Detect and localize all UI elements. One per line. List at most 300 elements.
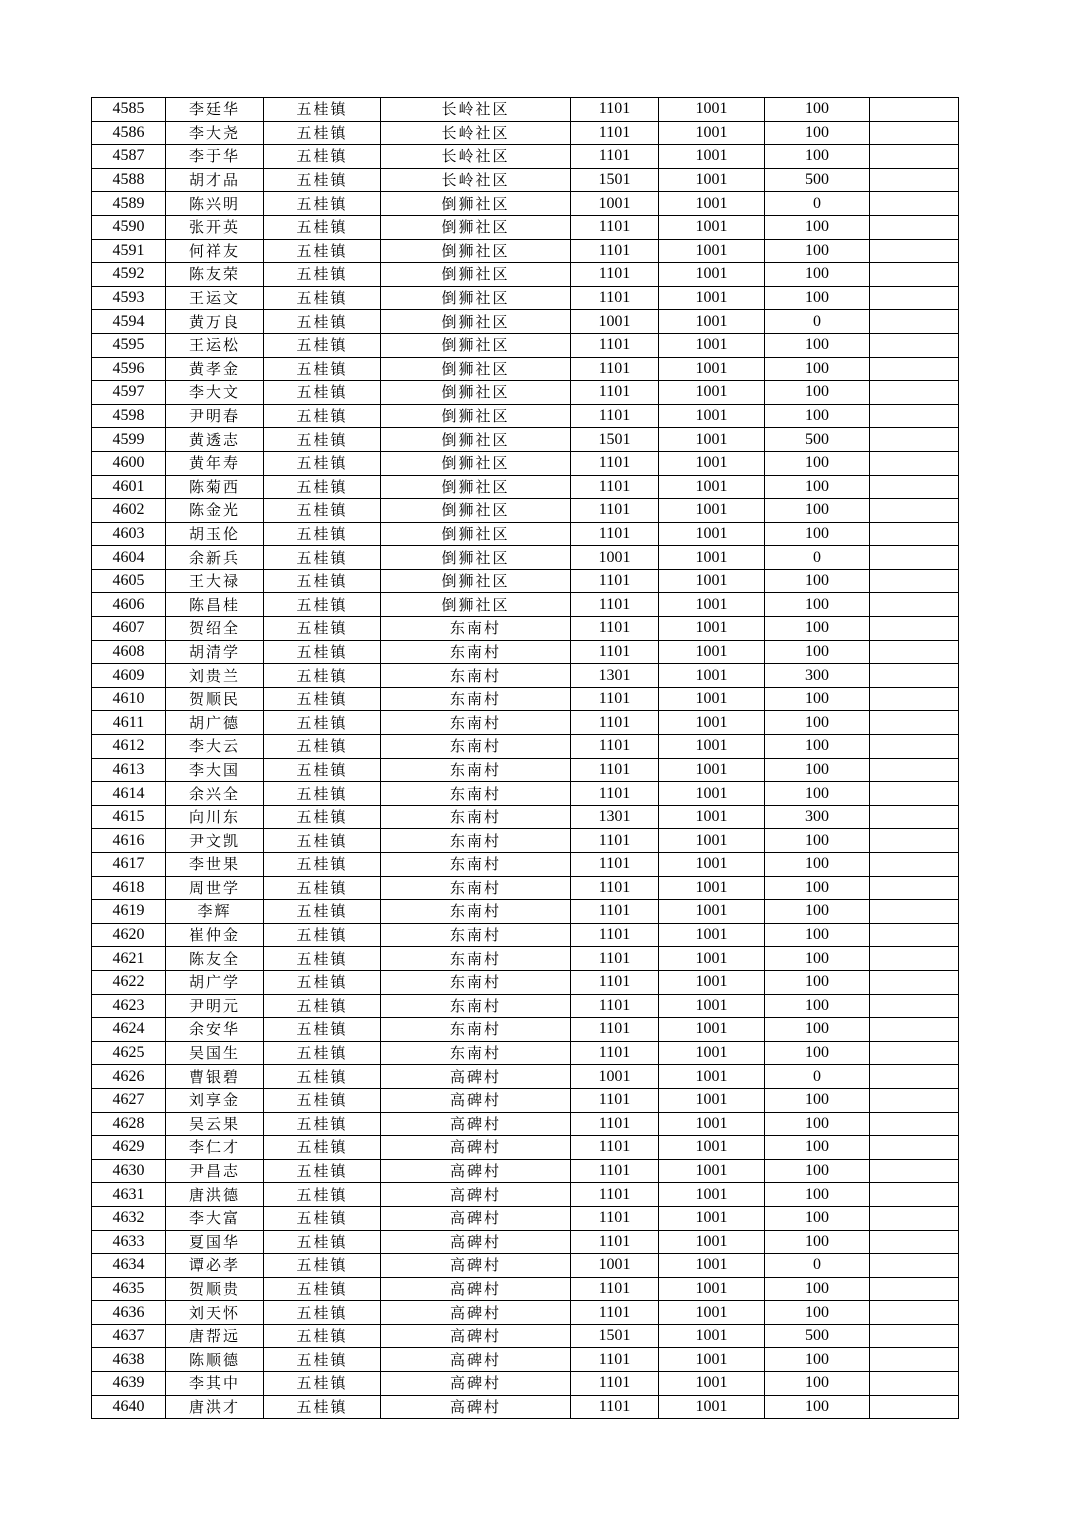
person-name-cell: 胡广学 [166, 970, 264, 994]
note-cell [870, 1348, 959, 1372]
village-name-cell: 高碑村 [381, 1230, 571, 1254]
row-number-cell: 4605 [92, 569, 166, 593]
row-number-cell: 4637 [92, 1324, 166, 1348]
table-row [92, 1088, 959, 1112]
row-number-cell: 4620 [92, 923, 166, 947]
code-b-cell: 1001 [659, 1112, 765, 1136]
code-a-cell: 1101 [571, 782, 659, 806]
town-name-cell: 五桂镇 [264, 1206, 381, 1230]
amount-cell: 100 [765, 1230, 870, 1254]
code-a-cell: 1001 [571, 310, 659, 334]
code-b-cell: 1001 [659, 569, 765, 593]
town-name-cell: 五桂镇 [264, 310, 381, 334]
town-name-cell: 五桂镇 [264, 333, 381, 357]
row-number-cell: 4628 [92, 1112, 166, 1136]
amount-cell: 100 [765, 1136, 870, 1160]
note-cell [870, 1395, 959, 1419]
code-a-cell: 1001 [571, 1254, 659, 1278]
amount-cell: 100 [765, 475, 870, 499]
amount-cell: 0 [765, 1065, 870, 1089]
note-cell [870, 1277, 959, 1301]
table-row [92, 829, 959, 853]
village-name-cell: 倒狮社区 [381, 263, 571, 287]
village-name-cell: 倒狮社区 [381, 192, 571, 216]
table-row [92, 475, 959, 499]
code-b-cell: 1001 [659, 310, 765, 334]
table-row [92, 215, 959, 239]
amount-cell: 100 [765, 640, 870, 664]
row-number-cell: 4618 [92, 876, 166, 900]
code-a-cell: 1001 [571, 546, 659, 570]
table-row [92, 1324, 959, 1348]
note-cell [870, 499, 959, 523]
person-name-cell: 崔仲金 [166, 923, 264, 947]
code-b-cell: 1001 [659, 215, 765, 239]
note-cell [870, 994, 959, 1018]
table-row [92, 1230, 959, 1254]
town-name-cell: 五桂镇 [264, 1348, 381, 1372]
table-row [92, 333, 959, 357]
town-name-cell: 五桂镇 [264, 829, 381, 853]
amount-cell: 100 [765, 923, 870, 947]
table-row [92, 286, 959, 310]
town-name-cell: 五桂镇 [264, 876, 381, 900]
village-name-cell: 东南村 [381, 640, 571, 664]
amount-cell: 100 [765, 782, 870, 806]
village-name-cell: 倒狮社区 [381, 239, 571, 263]
person-name-cell: 李大尧 [166, 121, 264, 145]
code-b-cell: 1001 [659, 357, 765, 381]
row-number-cell: 4594 [92, 310, 166, 334]
amount-cell: 300 [765, 664, 870, 688]
amount-cell: 100 [765, 735, 870, 759]
town-name-cell: 五桂镇 [264, 1159, 381, 1183]
village-name-cell: 倒狮社区 [381, 404, 571, 428]
table-row [92, 451, 959, 475]
amount-cell: 100 [765, 404, 870, 428]
note-cell [870, 617, 959, 641]
note-cell [870, 876, 959, 900]
table-row [92, 970, 959, 994]
row-number-cell: 4608 [92, 640, 166, 664]
code-a-cell: 1101 [571, 687, 659, 711]
amount-cell: 500 [765, 168, 870, 192]
village-name-cell: 倒狮社区 [381, 286, 571, 310]
village-name-cell: 高碑村 [381, 1372, 571, 1396]
code-b-cell: 1001 [659, 805, 765, 829]
person-name-cell: 王大禄 [166, 569, 264, 593]
note-cell [870, 1301, 959, 1325]
table-body [92, 98, 959, 1419]
code-a-cell: 1001 [571, 192, 659, 216]
code-b-cell: 1001 [659, 168, 765, 192]
row-number-cell: 4632 [92, 1206, 166, 1230]
row-number-cell: 4589 [92, 192, 166, 216]
table-row [92, 900, 959, 924]
code-a-cell: 1501 [571, 168, 659, 192]
code-a-cell: 1101 [571, 1395, 659, 1419]
code-b-cell: 1001 [659, 475, 765, 499]
person-name-cell: 李大富 [166, 1206, 264, 1230]
person-name-cell: 陈菊西 [166, 475, 264, 499]
code-b-cell: 1001 [659, 994, 765, 1018]
person-name-cell: 夏国华 [166, 1230, 264, 1254]
code-a-cell: 1101 [571, 1018, 659, 1042]
table-row [92, 1112, 959, 1136]
amount-cell: 100 [765, 215, 870, 239]
code-b-cell: 1001 [659, 145, 765, 169]
code-a-cell: 1101 [571, 1348, 659, 1372]
town-name-cell: 五桂镇 [264, 404, 381, 428]
amount-cell: 100 [765, 1206, 870, 1230]
village-name-cell: 高碑村 [381, 1395, 571, 1419]
note-cell [870, 853, 959, 877]
village-name-cell: 长岭社区 [381, 98, 571, 122]
code-a-cell: 1301 [571, 664, 659, 688]
person-name-cell: 谭必孝 [166, 1254, 264, 1278]
amount-cell: 100 [765, 1088, 870, 1112]
code-b-cell: 1001 [659, 923, 765, 947]
row-number-cell: 4626 [92, 1065, 166, 1089]
village-name-cell: 高碑村 [381, 1159, 571, 1183]
village-name-cell: 长岭社区 [381, 145, 571, 169]
person-name-cell: 李仁才 [166, 1136, 264, 1160]
village-name-cell: 东南村 [381, 947, 571, 971]
person-name-cell: 黄透志 [166, 428, 264, 452]
row-number-cell: 4614 [92, 782, 166, 806]
note-cell [870, 923, 959, 947]
table-row [92, 98, 959, 122]
amount-cell: 100 [765, 947, 870, 971]
code-b-cell: 1001 [659, 522, 765, 546]
table-row [92, 1348, 959, 1372]
code-b-cell: 1001 [659, 687, 765, 711]
code-b-cell: 1001 [659, 711, 765, 735]
table-row [92, 263, 959, 287]
amount-cell: 100 [765, 1112, 870, 1136]
row-number-cell: 4640 [92, 1395, 166, 1419]
village-name-cell: 高碑村 [381, 1112, 571, 1136]
table-row [92, 923, 959, 947]
person-name-cell: 贺顺民 [166, 687, 264, 711]
code-a-cell: 1101 [571, 404, 659, 428]
village-name-cell: 东南村 [381, 876, 571, 900]
code-b-cell: 1001 [659, 121, 765, 145]
person-name-cell: 胡清学 [166, 640, 264, 664]
village-name-cell: 长岭社区 [381, 168, 571, 192]
code-b-cell: 1001 [659, 1065, 765, 1089]
village-name-cell: 东南村 [381, 853, 571, 877]
code-b-cell: 1001 [659, 381, 765, 405]
code-a-cell: 1101 [571, 1206, 659, 1230]
row-number-cell: 4636 [92, 1301, 166, 1325]
town-name-cell: 五桂镇 [264, 1065, 381, 1089]
row-number-cell: 4588 [92, 168, 166, 192]
town-name-cell: 五桂镇 [264, 782, 381, 806]
amount-cell: 100 [765, 333, 870, 357]
amount-cell: 100 [765, 994, 870, 1018]
village-name-cell: 倒狮社区 [381, 569, 571, 593]
amount-cell: 100 [765, 900, 870, 924]
row-number-cell: 4600 [92, 451, 166, 475]
person-name-cell: 黄万良 [166, 310, 264, 334]
town-name-cell: 五桂镇 [264, 546, 381, 570]
data-table [91, 97, 959, 1419]
note-cell [870, 569, 959, 593]
code-a-cell: 1101 [571, 1230, 659, 1254]
village-name-cell: 倒狮社区 [381, 593, 571, 617]
code-a-cell: 1101 [571, 853, 659, 877]
amount-cell: 100 [765, 829, 870, 853]
code-a-cell: 1501 [571, 428, 659, 452]
person-name-cell: 吴云果 [166, 1112, 264, 1136]
village-name-cell: 高碑村 [381, 1088, 571, 1112]
note-cell [870, 333, 959, 357]
town-name-cell: 五桂镇 [264, 687, 381, 711]
row-number-cell: 4602 [92, 499, 166, 523]
note-cell [870, 593, 959, 617]
village-name-cell: 东南村 [381, 994, 571, 1018]
row-number-cell: 4624 [92, 1018, 166, 1042]
note-cell [870, 1183, 959, 1207]
code-a-cell: 1101 [571, 381, 659, 405]
person-name-cell: 刘享金 [166, 1088, 264, 1112]
person-name-cell: 胡才品 [166, 168, 264, 192]
person-name-cell: 尹昌志 [166, 1159, 264, 1183]
row-number-cell: 4634 [92, 1254, 166, 1278]
note-cell [870, 829, 959, 853]
note-cell [870, 404, 959, 428]
code-b-cell: 1001 [659, 404, 765, 428]
code-a-cell: 1101 [571, 1041, 659, 1065]
code-b-cell: 1001 [659, 853, 765, 877]
town-name-cell: 五桂镇 [264, 1018, 381, 1042]
village-name-cell: 高碑村 [381, 1183, 571, 1207]
row-number-cell: 4638 [92, 1348, 166, 1372]
code-a-cell: 1101 [571, 451, 659, 475]
row-number-cell: 4601 [92, 475, 166, 499]
row-number-cell: 4633 [92, 1230, 166, 1254]
town-name-cell: 五桂镇 [264, 758, 381, 782]
table-row [92, 499, 959, 523]
code-a-cell: 1101 [571, 640, 659, 664]
town-name-cell: 五桂镇 [264, 451, 381, 475]
row-number-cell: 4611 [92, 711, 166, 735]
code-a-cell: 1101 [571, 876, 659, 900]
village-name-cell: 东南村 [381, 782, 571, 806]
town-name-cell: 五桂镇 [264, 1136, 381, 1160]
note-cell [870, 475, 959, 499]
village-name-cell: 倒狮社区 [381, 215, 571, 239]
amount-cell: 100 [765, 1348, 870, 1372]
code-a-cell: 1101 [571, 357, 659, 381]
person-name-cell: 黄年寿 [166, 451, 264, 475]
table-row [92, 735, 959, 759]
note-cell [870, 522, 959, 546]
table-row [92, 853, 959, 877]
table-row [92, 121, 959, 145]
village-name-cell: 东南村 [381, 805, 571, 829]
table-row [92, 876, 959, 900]
code-a-cell: 1501 [571, 1324, 659, 1348]
row-number-cell: 4631 [92, 1183, 166, 1207]
code-a-cell: 1101 [571, 829, 659, 853]
amount-cell: 500 [765, 428, 870, 452]
note-cell [870, 735, 959, 759]
town-name-cell: 五桂镇 [264, 145, 381, 169]
code-b-cell: 1001 [659, 333, 765, 357]
note-cell [870, 1088, 959, 1112]
amount-cell: 100 [765, 98, 870, 122]
person-name-cell: 尹明春 [166, 404, 264, 428]
amount-cell: 0 [765, 1254, 870, 1278]
code-a-cell: 1101 [571, 1159, 659, 1183]
village-name-cell: 倒狮社区 [381, 333, 571, 357]
code-b-cell: 1001 [659, 876, 765, 900]
village-name-cell: 高碑村 [381, 1136, 571, 1160]
code-a-cell: 1101 [571, 1372, 659, 1396]
code-b-cell: 1001 [659, 617, 765, 641]
amount-cell: 100 [765, 853, 870, 877]
amount-cell: 100 [765, 451, 870, 475]
note-cell [870, 286, 959, 310]
code-b-cell: 1001 [659, 1277, 765, 1301]
town-name-cell: 五桂镇 [264, 1301, 381, 1325]
code-b-cell: 1001 [659, 593, 765, 617]
town-name-cell: 五桂镇 [264, 970, 381, 994]
code-b-cell: 1001 [659, 900, 765, 924]
person-name-cell: 黄孝金 [166, 357, 264, 381]
village-name-cell: 东南村 [381, 687, 571, 711]
row-number-cell: 4586 [92, 121, 166, 145]
person-name-cell: 李其中 [166, 1372, 264, 1396]
amount-cell: 100 [765, 569, 870, 593]
table-row [92, 617, 959, 641]
row-number-cell: 4592 [92, 263, 166, 287]
table-row [92, 1206, 959, 1230]
code-b-cell: 1001 [659, 1206, 765, 1230]
code-b-cell: 1001 [659, 1348, 765, 1372]
amount-cell: 100 [765, 1018, 870, 1042]
amount-cell: 500 [765, 1324, 870, 1348]
amount-cell: 100 [765, 499, 870, 523]
row-number-cell: 4612 [92, 735, 166, 759]
table-row [92, 1277, 959, 1301]
amount-cell: 100 [765, 617, 870, 641]
village-name-cell: 东南村 [381, 970, 571, 994]
row-number-cell: 4621 [92, 947, 166, 971]
village-name-cell: 高碑村 [381, 1065, 571, 1089]
code-a-cell: 1101 [571, 923, 659, 947]
row-number-cell: 4629 [92, 1136, 166, 1160]
amount-cell: 100 [765, 758, 870, 782]
village-name-cell: 东南村 [381, 1041, 571, 1065]
table-row [92, 687, 959, 711]
village-name-cell: 东南村 [381, 758, 571, 782]
note-cell [870, 1112, 959, 1136]
row-number-cell: 4623 [92, 994, 166, 1018]
town-name-cell: 五桂镇 [264, 1254, 381, 1278]
amount-cell: 100 [765, 381, 870, 405]
row-number-cell: 4598 [92, 404, 166, 428]
village-name-cell: 东南村 [381, 1018, 571, 1042]
note-cell [870, 664, 959, 688]
row-number-cell: 4606 [92, 593, 166, 617]
note-cell [870, 1324, 959, 1348]
table-row [92, 947, 959, 971]
town-name-cell: 五桂镇 [264, 805, 381, 829]
note-cell [870, 758, 959, 782]
table-row [92, 546, 959, 570]
person-name-cell: 吴国生 [166, 1041, 264, 1065]
note-cell [870, 900, 959, 924]
table-row [92, 640, 959, 664]
code-a-cell: 1101 [571, 947, 659, 971]
amount-cell: 300 [765, 805, 870, 829]
table-row [92, 1018, 959, 1042]
code-b-cell: 1001 [659, 98, 765, 122]
code-b-cell: 1001 [659, 263, 765, 287]
village-name-cell: 倒狮社区 [381, 357, 571, 381]
person-name-cell: 李廷华 [166, 98, 264, 122]
person-name-cell: 胡玉伦 [166, 522, 264, 546]
row-number-cell: 4627 [92, 1088, 166, 1112]
code-b-cell: 1001 [659, 970, 765, 994]
table-row [92, 1372, 959, 1396]
village-name-cell: 高碑村 [381, 1206, 571, 1230]
code-a-cell: 1101 [571, 1112, 659, 1136]
table-row [92, 1395, 959, 1419]
code-b-cell: 1001 [659, 758, 765, 782]
person-name-cell: 胡广德 [166, 711, 264, 735]
row-number-cell: 4610 [92, 687, 166, 711]
table-row [92, 758, 959, 782]
person-name-cell: 陈友全 [166, 947, 264, 971]
person-name-cell: 周世学 [166, 876, 264, 900]
note-cell [870, 451, 959, 475]
amount-cell: 0 [765, 192, 870, 216]
town-name-cell: 五桂镇 [264, 664, 381, 688]
town-name-cell: 五桂镇 [264, 1395, 381, 1419]
code-a-cell: 1101 [571, 994, 659, 1018]
note-cell [870, 145, 959, 169]
code-a-cell: 1001 [571, 1065, 659, 1089]
note-cell [870, 1372, 959, 1396]
note-cell [870, 805, 959, 829]
town-name-cell: 五桂镇 [264, 98, 381, 122]
table-row [92, 711, 959, 735]
code-a-cell: 1101 [571, 569, 659, 593]
code-b-cell: 1001 [659, 286, 765, 310]
row-number-cell: 4622 [92, 970, 166, 994]
row-number-cell: 4635 [92, 1277, 166, 1301]
amount-cell: 100 [765, 1372, 870, 1396]
code-b-cell: 1001 [659, 451, 765, 475]
code-b-cell: 1001 [659, 829, 765, 853]
person-name-cell: 王运松 [166, 333, 264, 357]
amount-cell: 100 [765, 1183, 870, 1207]
code-a-cell: 1101 [571, 145, 659, 169]
town-name-cell: 五桂镇 [264, 1372, 381, 1396]
person-name-cell: 刘贵兰 [166, 664, 264, 688]
person-name-cell: 李辉 [166, 900, 264, 924]
note-cell [870, 215, 959, 239]
town-name-cell: 五桂镇 [264, 1324, 381, 1348]
code-b-cell: 1001 [659, 1018, 765, 1042]
note-cell [870, 546, 959, 570]
note-cell [870, 970, 959, 994]
village-name-cell: 倒狮社区 [381, 499, 571, 523]
